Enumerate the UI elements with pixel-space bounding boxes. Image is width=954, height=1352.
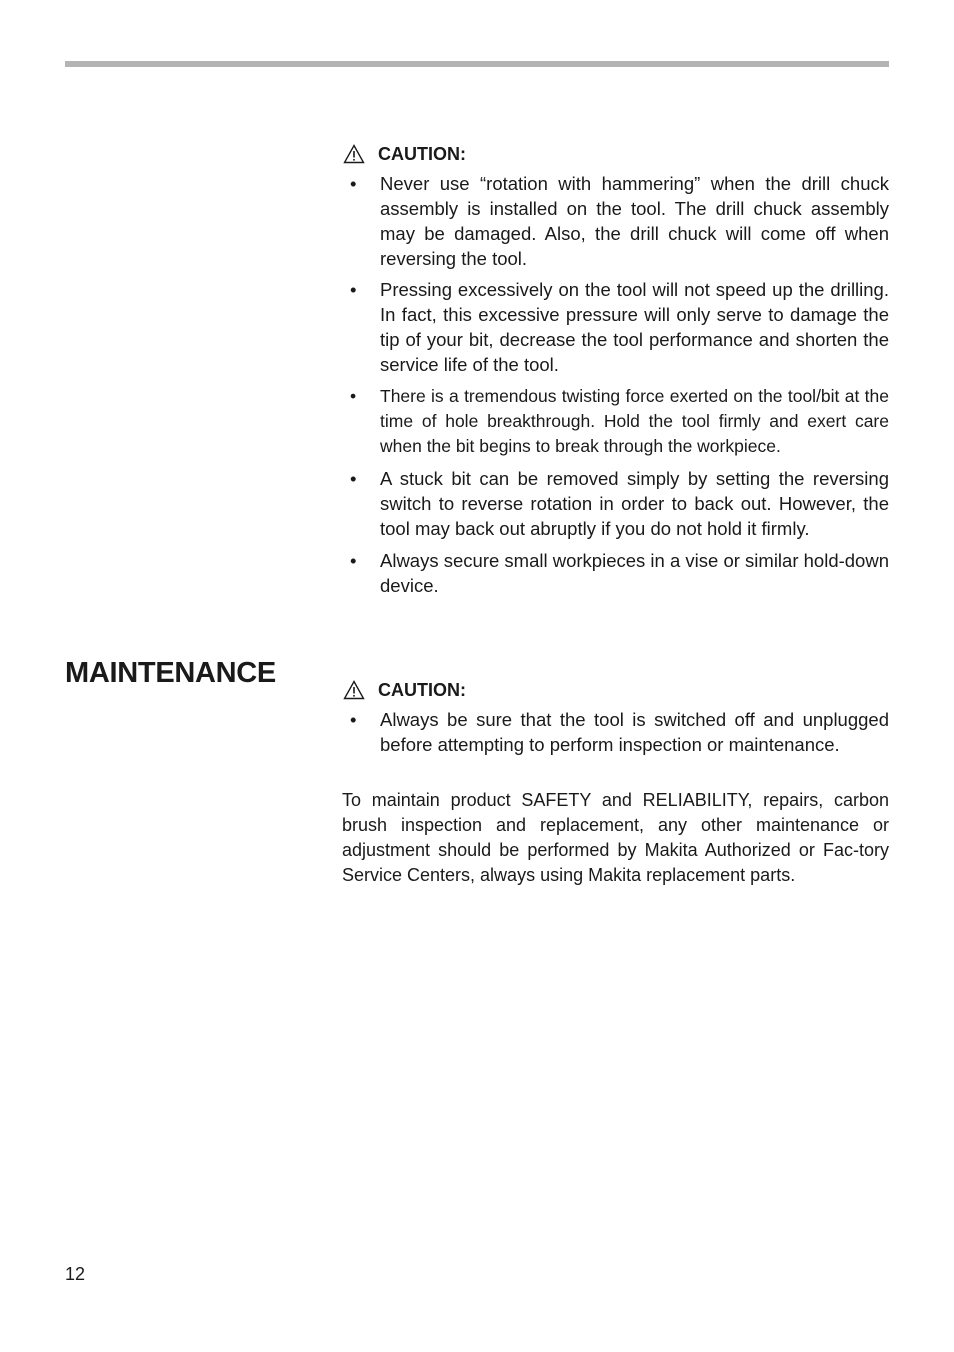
caution-heading-2 <box>343 678 466 702</box>
warning-triangle-icon <box>343 680 365 700</box>
caution-title-text: CAUTION: <box>378 144 466 164</box>
list-item-text: Always secure small workpieces in a vise or similar hold-down device. <box>380 550 889 596</box>
caution-title-text: CAUTION: <box>378 680 466 700</box>
warning-triangle-icon <box>343 144 365 164</box>
list-item-text: Never use “rotation with hammering” when the drill chuck assembly is installed on the tool. The drill chuck assembly may be damaged. Also, the drill chuck will come off when reversing the tool. <box>380 173 889 269</box>
bullet-icon: • <box>350 550 357 571</box>
caution-list-1 <box>343 171 889 598</box>
bullet-icon: • <box>350 468 357 489</box>
maintenance-paragraph: To maintain product SAFETY and RELIABILITY, repairs, carbon brush inspection and replacement, any other maintenance or adjustment should be performed by Makita Authorized or Fac-tory Service Centers, always using Makita replacement parts. <box>342 790 889 885</box>
page-number: 12 <box>65 1264 86 1284</box>
caution-list-2 <box>343 707 889 757</box>
list-item <box>343 277 889 377</box>
list-item <box>343 548 889 598</box>
list-item <box>343 466 889 541</box>
section-heading-maintenance: MAINTENANCE <box>65 657 276 689</box>
caution-heading-1 <box>343 142 466 166</box>
header-rule <box>65 61 889 67</box>
bullet-icon: • <box>350 173 357 194</box>
list-item-text: Pressing excessively on the tool will not speed up the drilling. In fact, this excessive pressure will only serve to damage the tip of your bit, decrease the tool performance and shorten the service life of the tool. <box>380 279 889 375</box>
list-item-text: There is a tremendous twisting force exerted on the tool/bit at the time of hole breakthrough. Hold the tool firmly and exert care when the bit begins to break through the workpiece. <box>380 386 889 456</box>
list-item <box>343 707 889 757</box>
list-item <box>343 171 889 271</box>
list-item-text: Always be sure that the tool is switched off and unplugged before attempting to perform inspection or maintenance. <box>380 709 889 755</box>
list-item-text: A stuck bit can be removed simply by setting the reversing switch to reverse rotation in order to back out. However, the tool may back out abruptly if you do not hold it firmly. <box>380 468 889 539</box>
bullet-icon: • <box>350 386 357 406</box>
bullet-icon: • <box>350 279 357 300</box>
list-item <box>343 384 889 459</box>
bullet-icon: • <box>350 709 357 730</box>
